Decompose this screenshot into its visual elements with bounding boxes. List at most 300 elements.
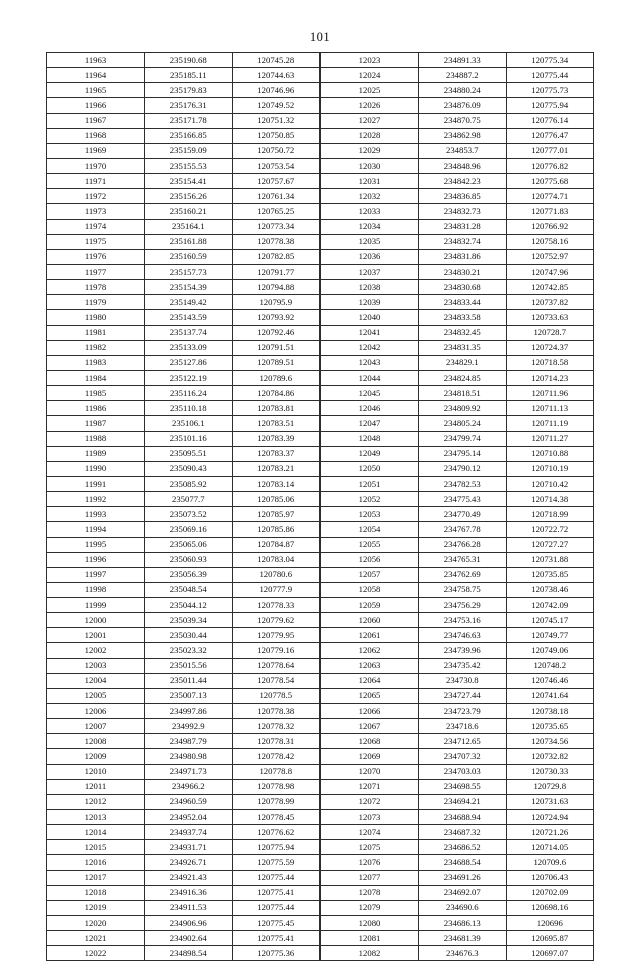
table-row <box>321 83 594 98</box>
x-coordinate-cell: 234853.7 <box>419 143 506 158</box>
x-coordinate-cell: 235133.09 <box>145 340 232 355</box>
table-row <box>321 916 594 931</box>
x-coordinate-cell: 234862.98 <box>419 128 506 143</box>
x-coordinate-cell: 234832.74 <box>419 234 506 249</box>
y-coordinate-cell: 120792.46 <box>232 325 320 340</box>
x-coordinate-cell: 235160.21 <box>145 204 232 219</box>
table-row <box>321 779 594 794</box>
y-coordinate-cell: 120785.86 <box>232 522 320 537</box>
y-coordinate-cell: 120749.77 <box>506 628 594 643</box>
y-coordinate-cell: 120775.44 <box>232 870 320 885</box>
y-coordinate-cell: 120775.44 <box>506 68 594 83</box>
table-row <box>321 628 594 643</box>
point-id-cell: 12035 <box>321 234 419 249</box>
point-id-cell: 11976 <box>47 249 145 264</box>
point-id-cell: 12013 <box>47 810 145 825</box>
point-id-cell: 11971 <box>47 174 145 189</box>
point-id-cell: 12050 <box>321 461 419 476</box>
point-id-cell: 12079 <box>321 900 419 915</box>
x-coordinate-cell: 234805.24 <box>419 416 506 431</box>
point-id-cell: 11998 <box>47 582 145 597</box>
point-id-cell: 12037 <box>321 264 419 279</box>
x-coordinate-cell: 234756.29 <box>419 598 506 613</box>
right-column-group <box>320 52 594 961</box>
y-coordinate-cell: 120783.04 <box>232 552 320 567</box>
x-coordinate-cell: 235143.59 <box>145 310 232 325</box>
point-id-cell: 12057 <box>321 567 419 582</box>
table-row <box>47 916 320 931</box>
point-id-cell: 12032 <box>321 189 419 204</box>
table-row <box>321 492 594 507</box>
table-row <box>321 598 594 613</box>
point-id-cell: 11983 <box>47 355 145 370</box>
y-coordinate-cell: 120782.85 <box>232 249 320 264</box>
y-coordinate-cell: 120783.21 <box>232 461 320 476</box>
y-coordinate-cell: 120775.94 <box>232 840 320 855</box>
table-row <box>47 295 320 310</box>
x-coordinate-cell: 235155.53 <box>145 158 232 173</box>
table-row <box>47 794 320 809</box>
y-coordinate-cell: 120742.09 <box>506 598 594 613</box>
table-row <box>321 370 594 385</box>
y-coordinate-cell: 120778.42 <box>232 749 320 764</box>
y-coordinate-cell: 120783.37 <box>232 446 320 461</box>
point-id-cell: 11982 <box>47 340 145 355</box>
point-id-cell: 12054 <box>321 522 419 537</box>
y-coordinate-cell: 120775.68 <box>506 174 594 189</box>
point-id-cell: 12006 <box>47 704 145 719</box>
x-coordinate-cell: 234676.3 <box>419 946 506 961</box>
table-row <box>321 325 594 340</box>
x-coordinate-cell: 235030.44 <box>145 628 232 643</box>
point-id-cell: 12045 <box>321 386 419 401</box>
table-row <box>47 764 320 779</box>
x-coordinate-cell: 235161.88 <box>145 234 232 249</box>
y-coordinate-cell: 120710.88 <box>506 446 594 461</box>
point-id-cell: 12043 <box>321 355 419 370</box>
table-row <box>47 310 320 325</box>
y-coordinate-cell: 120775.45 <box>232 916 320 931</box>
y-coordinate-cell: 120795.9 <box>232 295 320 310</box>
y-coordinate-cell: 120783.39 <box>232 431 320 446</box>
table-row <box>47 476 320 491</box>
table-row <box>321 522 594 537</box>
point-id-cell: 12074 <box>321 825 419 840</box>
point-id-cell: 11990 <box>47 461 145 476</box>
point-id-cell: 12070 <box>321 764 419 779</box>
table-row <box>321 98 594 113</box>
x-coordinate-cell: 234692.07 <box>419 885 506 900</box>
y-coordinate-cell: 120775.34 <box>506 53 594 68</box>
y-coordinate-cell: 120746.96 <box>232 83 320 98</box>
y-coordinate-cell: 120696 <box>506 916 594 931</box>
x-coordinate-cell: 235157.73 <box>145 264 232 279</box>
x-coordinate-cell: 235176.31 <box>145 98 232 113</box>
point-id-cell: 11964 <box>47 68 145 83</box>
y-coordinate-cell: 120731.63 <box>506 794 594 809</box>
table-row <box>47 158 320 173</box>
point-id-cell: 12052 <box>321 492 419 507</box>
x-coordinate-cell: 234809.92 <box>419 401 506 416</box>
x-coordinate-cell: 234830.21 <box>419 264 506 279</box>
point-id-cell: 12076 <box>321 855 419 870</box>
table-row <box>47 946 320 961</box>
table-row <box>47 234 320 249</box>
table-row <box>47 492 320 507</box>
point-id-cell: 12030 <box>321 158 419 173</box>
x-coordinate-cell: 234836.85 <box>419 189 506 204</box>
point-id-cell: 12027 <box>321 113 419 128</box>
point-id-cell: 12062 <box>321 643 419 658</box>
table-row <box>47 264 320 279</box>
x-coordinate-cell: 235073.52 <box>145 507 232 522</box>
point-id-cell: 12014 <box>47 825 145 840</box>
table-row <box>47 174 320 189</box>
x-coordinate-cell: 234824.85 <box>419 370 506 385</box>
table-row <box>321 128 594 143</box>
y-coordinate-cell: 120775.59 <box>232 855 320 870</box>
table-row <box>321 476 594 491</box>
point-id-cell: 12047 <box>321 416 419 431</box>
point-id-cell: 12011 <box>47 779 145 794</box>
y-coordinate-cell: 120773.34 <box>232 219 320 234</box>
point-id-cell: 11980 <box>47 310 145 325</box>
table-row <box>321 158 594 173</box>
y-coordinate-cell: 120747.96 <box>506 264 594 279</box>
table-row <box>47 522 320 537</box>
table-row <box>47 734 320 749</box>
table-row <box>321 537 594 552</box>
x-coordinate-cell: 234739.96 <box>419 643 506 658</box>
y-coordinate-cell: 120750.85 <box>232 128 320 143</box>
coordinate-table <box>46 52 594 961</box>
point-id-cell: 12038 <box>321 280 419 295</box>
y-coordinate-cell: 120771.83 <box>506 204 594 219</box>
x-coordinate-cell: 235185.11 <box>145 68 232 83</box>
table-row <box>321 249 594 264</box>
y-coordinate-cell: 120775.36 <box>232 946 320 961</box>
y-coordinate-cell: 120744.63 <box>232 68 320 83</box>
x-coordinate-cell: 234831.28 <box>419 219 506 234</box>
y-coordinate-cell: 120778.38 <box>232 234 320 249</box>
point-id-cell: 12010 <box>47 764 145 779</box>
point-id-cell: 12080 <box>321 916 419 931</box>
table-row <box>47 446 320 461</box>
x-coordinate-cell: 235137.74 <box>145 325 232 340</box>
y-coordinate-cell: 120778.33 <box>232 598 320 613</box>
y-coordinate-cell: 120793.92 <box>232 310 320 325</box>
right-table <box>320 52 594 961</box>
point-id-cell: 12036 <box>321 249 419 264</box>
table-row <box>47 628 320 643</box>
y-coordinate-cell: 120776.62 <box>232 825 320 840</box>
x-coordinate-cell: 234830.68 <box>419 280 506 295</box>
table-row <box>321 174 594 189</box>
x-coordinate-cell: 234799.74 <box>419 431 506 446</box>
point-id-cell: 12023 <box>321 53 419 68</box>
table-row <box>321 825 594 840</box>
point-id-cell: 12001 <box>47 628 145 643</box>
y-coordinate-cell: 120711.19 <box>506 416 594 431</box>
y-coordinate-cell: 120778.54 <box>232 673 320 688</box>
point-id-cell: 11975 <box>47 234 145 249</box>
x-coordinate-cell: 235171.78 <box>145 113 232 128</box>
y-coordinate-cell: 120710.42 <box>506 476 594 491</box>
table-row <box>321 401 594 416</box>
point-id-cell: 12048 <box>321 431 419 446</box>
y-coordinate-cell: 120711.27 <box>506 431 594 446</box>
y-coordinate-cell: 120778.98 <box>232 779 320 794</box>
y-coordinate-cell: 120778.32 <box>232 719 320 734</box>
table-row <box>47 719 320 734</box>
x-coordinate-cell: 234712.65 <box>419 734 506 749</box>
table-row <box>321 340 594 355</box>
table-row <box>321 431 594 446</box>
y-coordinate-cell: 120741.64 <box>506 688 594 703</box>
x-coordinate-cell: 234960.59 <box>145 794 232 809</box>
y-coordinate-cell: 120746.46 <box>506 673 594 688</box>
table-row <box>321 688 594 703</box>
point-id-cell: 11991 <box>47 476 145 491</box>
x-coordinate-cell: 234906.96 <box>145 916 232 931</box>
table-row <box>321 204 594 219</box>
x-coordinate-cell: 234898.54 <box>145 946 232 961</box>
table-row <box>321 386 594 401</box>
x-coordinate-cell: 234880.24 <box>419 83 506 98</box>
x-coordinate-cell: 234686.13 <box>419 916 506 931</box>
table-row <box>47 673 320 688</box>
table-row <box>47 355 320 370</box>
table-row <box>47 53 320 68</box>
table-row <box>321 416 594 431</box>
coordinate-table-wrapper <box>46 52 594 961</box>
table-row <box>47 840 320 855</box>
point-id-cell: 12029 <box>321 143 419 158</box>
y-coordinate-cell: 120785.06 <box>232 492 320 507</box>
point-id-cell: 11987 <box>47 416 145 431</box>
x-coordinate-cell: 234992.9 <box>145 719 232 734</box>
x-coordinate-cell: 234795.14 <box>419 446 506 461</box>
y-coordinate-cell: 120778.8 <box>232 764 320 779</box>
table-row <box>321 764 594 779</box>
point-id-cell: 12044 <box>321 370 419 385</box>
point-id-cell: 12034 <box>321 219 419 234</box>
point-id-cell: 12049 <box>321 446 419 461</box>
point-id-cell: 11994 <box>47 522 145 537</box>
y-coordinate-cell: 120731.88 <box>506 552 594 567</box>
x-coordinate-cell: 234690.6 <box>419 900 506 915</box>
x-coordinate-cell: 235159.09 <box>145 143 232 158</box>
point-id-cell: 12000 <box>47 613 145 628</box>
x-coordinate-cell: 234735.42 <box>419 658 506 673</box>
x-coordinate-cell: 234902.64 <box>145 931 232 946</box>
table-row <box>47 658 320 673</box>
table-row <box>47 552 320 567</box>
table-row <box>47 325 320 340</box>
table-row <box>47 204 320 219</box>
point-id-cell: 12017 <box>47 870 145 885</box>
point-id-cell: 11999 <box>47 598 145 613</box>
point-id-cell: 12059 <box>321 598 419 613</box>
table-row <box>47 461 320 476</box>
x-coordinate-cell: 234887.2 <box>419 68 506 83</box>
point-id-cell: 12081 <box>321 931 419 946</box>
point-id-cell: 12061 <box>321 628 419 643</box>
point-id-cell: 12073 <box>321 810 419 825</box>
table-row <box>47 643 320 658</box>
y-coordinate-cell: 120721.26 <box>506 825 594 840</box>
x-coordinate-cell: 234971.73 <box>145 764 232 779</box>
point-id-cell: 12072 <box>321 794 419 809</box>
point-id-cell: 11968 <box>47 128 145 143</box>
point-id-cell: 11970 <box>47 158 145 173</box>
point-id-cell: 12012 <box>47 794 145 809</box>
point-id-cell: 12069 <box>321 749 419 764</box>
y-coordinate-cell: 120779.62 <box>232 613 320 628</box>
table-row <box>321 189 594 204</box>
point-id-cell: 12031 <box>321 174 419 189</box>
x-coordinate-cell: 234952.04 <box>145 810 232 825</box>
x-coordinate-cell: 234833.58 <box>419 310 506 325</box>
y-coordinate-cell: 120738.46 <box>506 582 594 597</box>
point-id-cell: 12022 <box>47 946 145 961</box>
table-row <box>47 68 320 83</box>
table-row <box>47 810 320 825</box>
table-row <box>321 567 594 582</box>
y-coordinate-cell: 120783.51 <box>232 416 320 431</box>
x-coordinate-cell: 235015.56 <box>145 658 232 673</box>
point-id-cell: 11993 <box>47 507 145 522</box>
left-column-group <box>46 52 320 961</box>
y-coordinate-cell: 120780.6 <box>232 567 320 582</box>
point-id-cell: 12003 <box>47 658 145 673</box>
table-row <box>321 719 594 734</box>
point-id-cell: 12025 <box>321 83 419 98</box>
x-coordinate-cell: 235166.85 <box>145 128 232 143</box>
y-coordinate-cell: 120784.86 <box>232 386 320 401</box>
table-row <box>47 885 320 900</box>
y-coordinate-cell: 120697.07 <box>506 946 594 961</box>
point-id-cell: 11992 <box>47 492 145 507</box>
y-coordinate-cell: 120775.73 <box>506 83 594 98</box>
x-coordinate-cell: 234746.63 <box>419 628 506 643</box>
x-coordinate-cell: 235116.24 <box>145 386 232 401</box>
x-coordinate-cell: 234694.21 <box>419 794 506 809</box>
table-row <box>321 280 594 295</box>
point-id-cell: 12064 <box>321 673 419 688</box>
table-row <box>321 68 594 83</box>
x-coordinate-cell: 234688.54 <box>419 855 506 870</box>
table-row <box>321 507 594 522</box>
x-coordinate-cell: 234790.12 <box>419 461 506 476</box>
table-row <box>321 264 594 279</box>
y-coordinate-cell: 120775.94 <box>506 98 594 113</box>
table-row <box>321 446 594 461</box>
y-coordinate-cell: 120776.47 <box>506 128 594 143</box>
point-id-cell: 12020 <box>47 916 145 931</box>
x-coordinate-cell: 235039.34 <box>145 613 232 628</box>
x-coordinate-cell: 234891.33 <box>419 53 506 68</box>
y-coordinate-cell: 120750.72 <box>232 143 320 158</box>
point-id-cell: 12078 <box>321 885 419 900</box>
x-coordinate-cell: 235122.19 <box>145 370 232 385</box>
x-coordinate-cell: 235056.39 <box>145 567 232 582</box>
table-row <box>321 900 594 915</box>
y-coordinate-cell: 120749.06 <box>506 643 594 658</box>
point-id-cell: 12028 <box>321 128 419 143</box>
table-row <box>47 249 320 264</box>
table-row <box>321 310 594 325</box>
table-row <box>47 749 320 764</box>
table-row <box>321 855 594 870</box>
x-coordinate-cell: 234727.44 <box>419 688 506 703</box>
x-coordinate-cell: 234753.16 <box>419 613 506 628</box>
point-id-cell: 11966 <box>47 98 145 113</box>
x-coordinate-cell: 234818.51 <box>419 386 506 401</box>
x-coordinate-cell: 234931.71 <box>145 840 232 855</box>
table-row <box>47 537 320 552</box>
point-id-cell: 12033 <box>321 204 419 219</box>
x-coordinate-cell: 234707.32 <box>419 749 506 764</box>
table-row <box>47 931 320 946</box>
table-row <box>47 598 320 613</box>
x-coordinate-cell: 234842.23 <box>419 174 506 189</box>
point-id-cell: 12008 <box>47 734 145 749</box>
x-coordinate-cell: 234703.03 <box>419 764 506 779</box>
y-coordinate-cell: 120775.41 <box>232 931 320 946</box>
x-coordinate-cell: 234980.98 <box>145 749 232 764</box>
y-coordinate-cell: 120735.65 <box>506 719 594 734</box>
table-row <box>47 370 320 385</box>
table-row <box>321 143 594 158</box>
page-number: 101 <box>309 30 331 44</box>
x-coordinate-cell: 234691.26 <box>419 870 506 885</box>
x-coordinate-cell: 234765.31 <box>419 552 506 567</box>
point-id-cell: 11995 <box>47 537 145 552</box>
x-coordinate-cell: 234833.44 <box>419 295 506 310</box>
table-row <box>321 704 594 719</box>
x-coordinate-cell: 234937.74 <box>145 825 232 840</box>
y-coordinate-cell: 120729.8 <box>506 779 594 794</box>
table-row <box>47 219 320 234</box>
point-id-cell: 11978 <box>47 280 145 295</box>
y-coordinate-cell: 120714.23 <box>506 370 594 385</box>
x-coordinate-cell: 234767.78 <box>419 522 506 537</box>
y-coordinate-cell: 120745.28 <box>232 53 320 68</box>
x-coordinate-cell: 235048.54 <box>145 582 232 597</box>
y-coordinate-cell: 120765.25 <box>232 204 320 219</box>
y-coordinate-cell: 120776.14 <box>506 113 594 128</box>
table-row <box>47 83 320 98</box>
table-row <box>47 128 320 143</box>
x-coordinate-cell: 235149.42 <box>145 295 232 310</box>
x-coordinate-cell: 235164.1 <box>145 219 232 234</box>
x-coordinate-cell: 234911.53 <box>145 900 232 915</box>
table-row <box>321 53 594 68</box>
y-coordinate-cell: 120698.16 <box>506 900 594 915</box>
y-coordinate-cell: 120789.51 <box>232 355 320 370</box>
y-coordinate-cell: 120758.16 <box>506 234 594 249</box>
y-coordinate-cell: 120778.31 <box>232 734 320 749</box>
x-coordinate-cell: 234966.2 <box>145 779 232 794</box>
y-coordinate-cell: 120779.95 <box>232 628 320 643</box>
point-id-cell: 12018 <box>47 885 145 900</box>
table-row <box>47 567 320 582</box>
table-row <box>321 613 594 628</box>
x-coordinate-cell: 234829.1 <box>419 355 506 370</box>
y-coordinate-cell: 120711.96 <box>506 386 594 401</box>
x-coordinate-cell: 235110.18 <box>145 401 232 416</box>
